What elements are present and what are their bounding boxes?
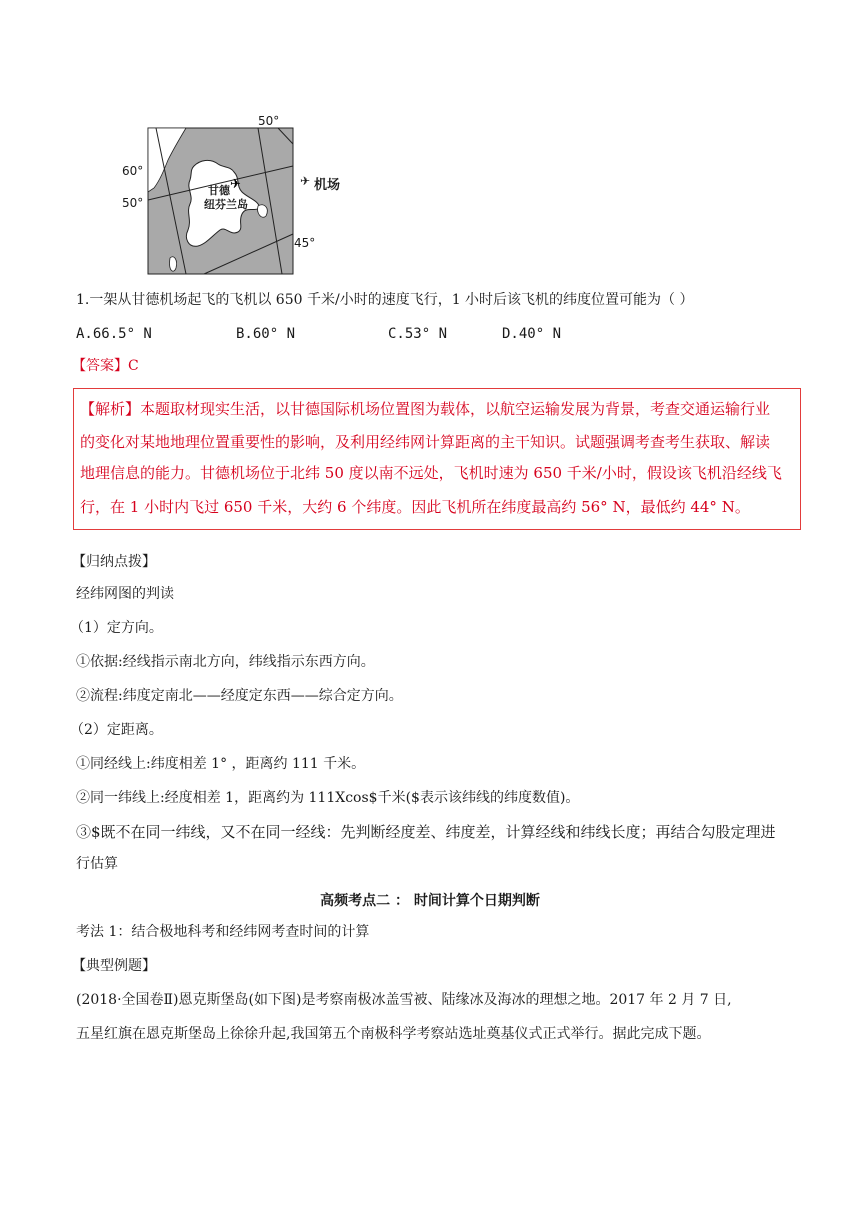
label-lat-50-top: 50° — [258, 114, 280, 128]
airport-marker-icon: ✈ — [230, 177, 241, 192]
summary-step-2c-cont: 行估算 — [76, 856, 118, 872]
section-heading: 高频考点二 ： 时间计算个日期判断 — [320, 893, 540, 909]
map-graphic — [108, 108, 380, 278]
example-title: 【典型例题】 — [72, 958, 156, 974]
summary-step-2c: ③$既不在同一纬线，又不在同一经线：先判断经度差、纬度差，计算经线和纬线长度；再结合勾股定理进 — [76, 823, 776, 841]
label-lat-45: 45° — [294, 236, 316, 250]
analysis-box — [73, 388, 801, 530]
label-lat-60: 60° — [122, 164, 144, 178]
analysis-line: 行，在 1 小时内飞过 650 千米，大约 6 个纬度。因此飞机所在纬度最高约 56° N，最低约 44° N。 — [80, 498, 750, 516]
example-text-line1: (2018·全国卷Ⅱ)恩克斯堡岛(如下图)是考察南极冰盖雪被、陆缘冰及海冰的理想之地。2017 年 2 月 7 日, — [76, 992, 732, 1008]
summary-title: 【归纳点拨】 — [72, 554, 156, 570]
label-newfoundland: 纽芬兰岛 — [204, 198, 248, 211]
legend-airport-icon: ✈ — [300, 174, 311, 188]
label-lat-50-left: 50° — [122, 196, 144, 210]
summary-step-2a: ①同经线上:纬度相差 1° ，距离约 111 千米。 — [76, 756, 366, 772]
option-d: D.40° N — [502, 326, 562, 342]
option-b: B.60° N — [236, 326, 296, 342]
example-text-line2: 五星红旗在恩克斯堡岛上徐徐升起,我国第五个南极科学考察站选址奠基仪式正式举行。据此完成下题。 — [76, 1026, 711, 1042]
summary-topic: 经纬网图的判读 — [76, 586, 174, 602]
summary-step-1: （1）定方向。 — [70, 620, 163, 636]
analysis-line: 地理信息的能力。甘德机场位于北纬 50 度以南不远处，飞机时速为 650 千米/小时，假设该飞机沿经线飞 — [80, 464, 782, 482]
summary-step-1a: ①依据:经线指示南北方向，纬线指示东西方向。 — [76, 654, 375, 670]
analysis-line: 的变化对某地地理位置重要性的影响，及利用经纬网计算距离的主干知识。试题强调考查考生获取、解读 — [80, 433, 771, 451]
question-text: 1.一架从甘德机场起飞的飞机以 650 千米/小时的速度飞行，1 小时后该飞机的纬度位置可能为（ ） — [76, 292, 694, 308]
option-a: A.66.5° N — [76, 326, 152, 342]
method-title: 考法 1：结合极地科考和经纬网考查时间的计算 — [76, 924, 370, 940]
newfoundland-map — [108, 108, 380, 278]
legend-airport-label: 机场 — [314, 178, 341, 193]
summary-step-2b: ②同一纬线上:经度相差 1，距离约为 111Xcos$千米($表示该纬线的纬度数值)。 — [76, 790, 580, 806]
summary-step-1b: ②流程:纬度定南北——经度定东西——综合定方向。 — [76, 688, 403, 704]
analysis-line: 【解析】本题取材现实生活，以甘德国际机场位置图为载体，以航空运输发展为背景，考查交通运输行业 — [80, 400, 771, 418]
label-gander: 甘德 — [208, 184, 230, 197]
answer-text: 【答案】C — [72, 358, 139, 374]
summary-step-2: （2）定距离。 — [70, 722, 163, 738]
option-c: C.53° N — [388, 326, 448, 342]
